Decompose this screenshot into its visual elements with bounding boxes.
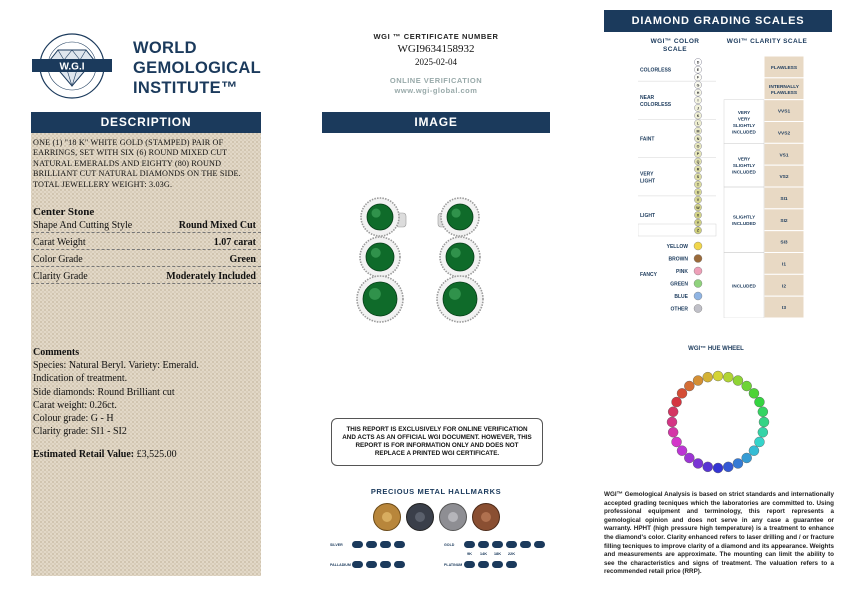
center-stone-table (31, 218, 261, 284)
hue-dot (733, 376, 743, 386)
emerald-highlight (372, 209, 381, 218)
hue-dot (684, 381, 694, 391)
hue-dot (677, 446, 687, 456)
grading-scales-heading: DIAMOND GRADING SCALES (604, 10, 832, 32)
color-group-label: NEAR (640, 94, 655, 101)
color-grade-letter: N (696, 136, 700, 141)
fancy-color-name: BLUE (674, 294, 688, 300)
color-grade-letter: U (696, 190, 700, 195)
clarity-grade: I3 (781, 306, 787, 312)
center-stone-title: Center Stone (33, 206, 95, 219)
color-grade-letter: P (696, 152, 700, 157)
color-grade-letter: V (696, 198, 700, 203)
hallmark-stamps (330, 539, 550, 571)
clarity-grade: I1 (781, 262, 787, 268)
emerald-highlight (369, 288, 381, 300)
comment-line: Colour grade: G - H (33, 413, 114, 425)
color-grade-letter: G (696, 83, 700, 88)
hallmark-stamp (366, 561, 377, 568)
clarity-group-box (724, 187, 764, 253)
hue-dot (703, 372, 713, 382)
fancy-color-name: YELLOW (666, 244, 688, 250)
hue-dot (672, 397, 682, 407)
hallmark-stamp (394, 541, 405, 548)
description-text: ONE (1) "18 K" WHITE GOLD (STAMPED) PAIR OF EARRINGS, SET WITH SIX (6) ROUND MIXED CUT NATURAL EMERALDS AND EIGHTY (80) ROUND BRILLIANT CUT NATURAL DIAMONDS ON THE SIDE. TOTAL JEWELLERY WEIGHT: 3.03G. (33, 138, 241, 189)
color-group-label: LIGHT (640, 213, 655, 220)
hallmark-stamp (506, 561, 517, 568)
hue-dot (693, 458, 703, 468)
emerald-highlight (449, 288, 461, 300)
gold-karat-label: 9K (466, 551, 473, 556)
online-verification-notice: THIS REPORT IS EXCLUSIVELY FOR ONLINE VERIFICATION AND ACTS AS AN OFFICIAL WGI DOCUMENT. HOWEVER, THIS REPORT IS FOR INFORMATION ONLY AND DOES NOT REPLACE A PRINTED WGI CERTIFICATE. (331, 418, 543, 466)
clarity-grade: SI1 (780, 196, 788, 202)
hue-dot (713, 463, 723, 473)
hue-dot (684, 453, 694, 463)
hallmark-stamp (380, 561, 391, 568)
hue-dot (672, 437, 682, 447)
gold-karat-label: 22K (507, 551, 516, 556)
clarity-group-label: VERY (737, 109, 751, 115)
hallmark-row-label: PLATINUM (444, 563, 463, 567)
clarity-group-label: VERY (737, 116, 751, 122)
institute-name: WORLD GEMOLOGICAL INSTITUTE™ (133, 39, 261, 97)
verification-url[interactable]: www.wgi-global.com (394, 86, 478, 95)
clarity-grade: SI2 (780, 218, 788, 224)
certificate-number: WGI9634158932 (397, 43, 475, 55)
center-stone-row: Clarity Grade Moderately Included (31, 269, 261, 284)
emerald-stone (447, 204, 473, 230)
hue-dot (723, 372, 733, 382)
retail-value: Estimated Retail Value: £3,525.00 (33, 449, 177, 461)
hue-dot (723, 462, 733, 472)
hue-dot (733, 458, 743, 468)
hue-dot (758, 407, 768, 417)
center-stone-row: Carat Weight 1.07 carat (31, 235, 261, 250)
hue-dot (713, 371, 723, 381)
clarity-grade: I2 (781, 284, 787, 290)
diamond-grading-chart (638, 56, 808, 318)
hue-wheel-title: WGI™ HUE WHEEL (688, 346, 744, 352)
clarity-scale-title: WGI™ CLARITY SCALE (726, 38, 808, 45)
hallmark-stamp (506, 541, 517, 548)
color-grade-letter: K (696, 113, 700, 118)
image-heading: IMAGE (322, 112, 550, 133)
center-stone-row: Shape And Cutting Style Round Mixed Cut (31, 218, 261, 233)
hue-dot (668, 407, 678, 417)
clarity-group-label: SLIGHTLY (732, 122, 756, 128)
online-verification: ONLINE VERIFICATION www.wgi-global.com (322, 76, 550, 96)
hue-dot (703, 462, 713, 472)
clarity-group-label: SLIGHTLY (732, 163, 756, 169)
description-heading: DESCRIPTION (31, 112, 261, 133)
color-grade-letter: Z (696, 228, 700, 233)
fancy-color-dot (694, 292, 702, 300)
hue-dot (677, 388, 687, 398)
clarity-group-label: VERY (737, 156, 751, 162)
hallmark-stamp (492, 561, 503, 568)
clarity-group-label: INCLUDED (732, 283, 756, 289)
fancy-color-dot (694, 255, 702, 263)
color-group-label: COLORLESS (640, 101, 672, 108)
earrings-image (350, 195, 520, 335)
emerald-stone (367, 204, 393, 230)
clarity-grade: VS2 (779, 175, 789, 181)
fancy-color-dot (694, 242, 702, 250)
hallmark-row-label: GOLD (444, 543, 455, 547)
clarity-grade: INTERNALLY (769, 84, 799, 90)
hue-dot (742, 381, 752, 391)
hue-dot (693, 376, 703, 386)
color-grade-letter: O (696, 144, 700, 149)
description-panel (31, 112, 261, 576)
hallmarks-title: PRECIOUS METAL HALLMARKS (370, 487, 502, 496)
hallmark-stamp (352, 561, 363, 568)
color-grade-letter: W (696, 205, 700, 210)
fancy-color-name: OTHER (670, 306, 688, 313)
comments-title: Comments (33, 347, 80, 359)
fancy-color-dot (694, 267, 702, 275)
comment-line: Indication of treatment. (33, 373, 128, 385)
color-group-label: FAINT (640, 136, 655, 143)
hallmark-row-label: PALLADIUM (330, 563, 351, 567)
clarity-group-label: INCLUDED (732, 129, 756, 135)
emerald-stone (366, 243, 394, 271)
clarity-grade: VVS2 (777, 131, 791, 137)
hallmark-stamp (366, 541, 377, 548)
clarity-group-label: INCLUDED (732, 221, 756, 226)
gemological-analysis-note: WGI™ Gemological Analysis is based on strict standards and internationally accepted grading tecniques which the laboratories are committed to. Using professional equipment and terminology, this report represents a gemological opinion and does not serve in any case a guarantee or warranty. HPHT (high pressure high temperature) is a treatment to enhance the diamond's color. Clarity enhanced refers to laser drilling and / or fracture filling tecniques to improve clarity of a diamond and its appearance. Weights and measurements are approximate. The mounting can limit the ability to see the characteristics and signs of treatment. The valuation refers to a recommended retail price (RRP). (604, 491, 834, 576)
color-grade-letter: Y (696, 221, 700, 226)
clarity-grade: VS1 (779, 153, 789, 159)
hallmark-row-label: SILVER (330, 543, 343, 547)
fancy-color-dot (694, 280, 702, 288)
hallmark-stamp (478, 541, 489, 548)
color-grade-letter: Q (696, 159, 700, 164)
color-grade-letter: L (696, 121, 700, 126)
metal-coins (370, 502, 506, 532)
hallmark-stamp (520, 541, 531, 548)
color-grade-letter: H (696, 91, 700, 96)
color-grade-letter: D (696, 60, 700, 65)
color-grade-letter: R (696, 167, 700, 172)
color-grade-letter: I (697, 98, 699, 103)
hue-dot (754, 437, 764, 447)
color-grade-letter: J (697, 106, 699, 111)
clarity-group-box (724, 100, 764, 144)
hue-dot (759, 417, 769, 427)
hallmark-stamp (380, 541, 391, 548)
hue-dot (754, 397, 764, 407)
hue-dot (667, 417, 677, 427)
gold-karat-label: 18K (493, 551, 502, 556)
hue-dot (668, 427, 678, 437)
comment-line: Carat weight: 0.26ct. (33, 399, 117, 411)
certificate-date: 2025-02-04 (415, 57, 457, 67)
emerald-highlight (371, 248, 381, 258)
svg-text:W.G.I: W.G.I (59, 61, 85, 73)
hue-dot (758, 427, 768, 437)
hallmark-stamp (352, 541, 363, 548)
color-grade-letter: T (696, 182, 700, 187)
clarity-grade: FLAWLESS (770, 90, 798, 96)
color-grade-letter: M (696, 129, 700, 134)
emerald-stone (363, 282, 397, 316)
hallmark-stamp (464, 561, 475, 568)
hue-wheel (648, 360, 788, 480)
hallmark-stamp (534, 541, 545, 548)
hallmark-stamp (492, 541, 503, 548)
comments (31, 346, 261, 438)
gold-karat-label: 14K (479, 551, 488, 556)
comment-line: Clarity grade: SI1 - SI2 (33, 426, 127, 438)
emerald-highlight (451, 248, 461, 258)
comment-line: Side diamonds: Round Brilliant cut (33, 386, 175, 398)
emerald-stone (443, 282, 477, 316)
color-scale-title: WGI™ COLOR SCALE (650, 38, 700, 53)
color-grade-letter: E (696, 68, 700, 73)
clarity-group-label: INCLUDED (732, 169, 756, 175)
fancy-color-name: GREEN (670, 281, 688, 288)
hallmark-stamp (464, 541, 475, 548)
emerald-stone (446, 243, 474, 271)
color-grade-letter: X (696, 213, 700, 218)
center-stone-row: Color Grade Green (31, 252, 261, 267)
hue-dot (749, 446, 759, 456)
hue-dot (749, 388, 759, 398)
fancy-color-name: PINK (676, 269, 688, 275)
fancy-label: FANCY (640, 272, 657, 278)
clarity-grade: VVS1 (777, 109, 791, 115)
fancy-color-name: BROWN (668, 256, 688, 263)
hallmark-stamp (478, 561, 489, 568)
color-grade-letter: F (696, 75, 700, 80)
color-grade-letter: S (696, 175, 700, 180)
color-group-label: COLORLESS (640, 67, 672, 74)
color-group-label: VERY (640, 171, 654, 178)
clarity-grade: FLAWLESS (770, 65, 798, 71)
clarity-group-label: SLIGHTLY (732, 214, 756, 220)
color-group-label: LIGHT (640, 178, 655, 185)
fancy-color-dot (694, 305, 702, 313)
hallmark-stamp (394, 561, 405, 568)
light-box (638, 224, 716, 236)
emerald-highlight (452, 209, 461, 218)
certificate-number-label: WGI ™ CERTIFICATE NUMBER (373, 32, 499, 41)
hue-dot (742, 453, 752, 463)
clarity-grade: SI3 (780, 240, 788, 246)
comment-line: Species: Natural Beryl. Variety: Emerald. (33, 360, 199, 372)
